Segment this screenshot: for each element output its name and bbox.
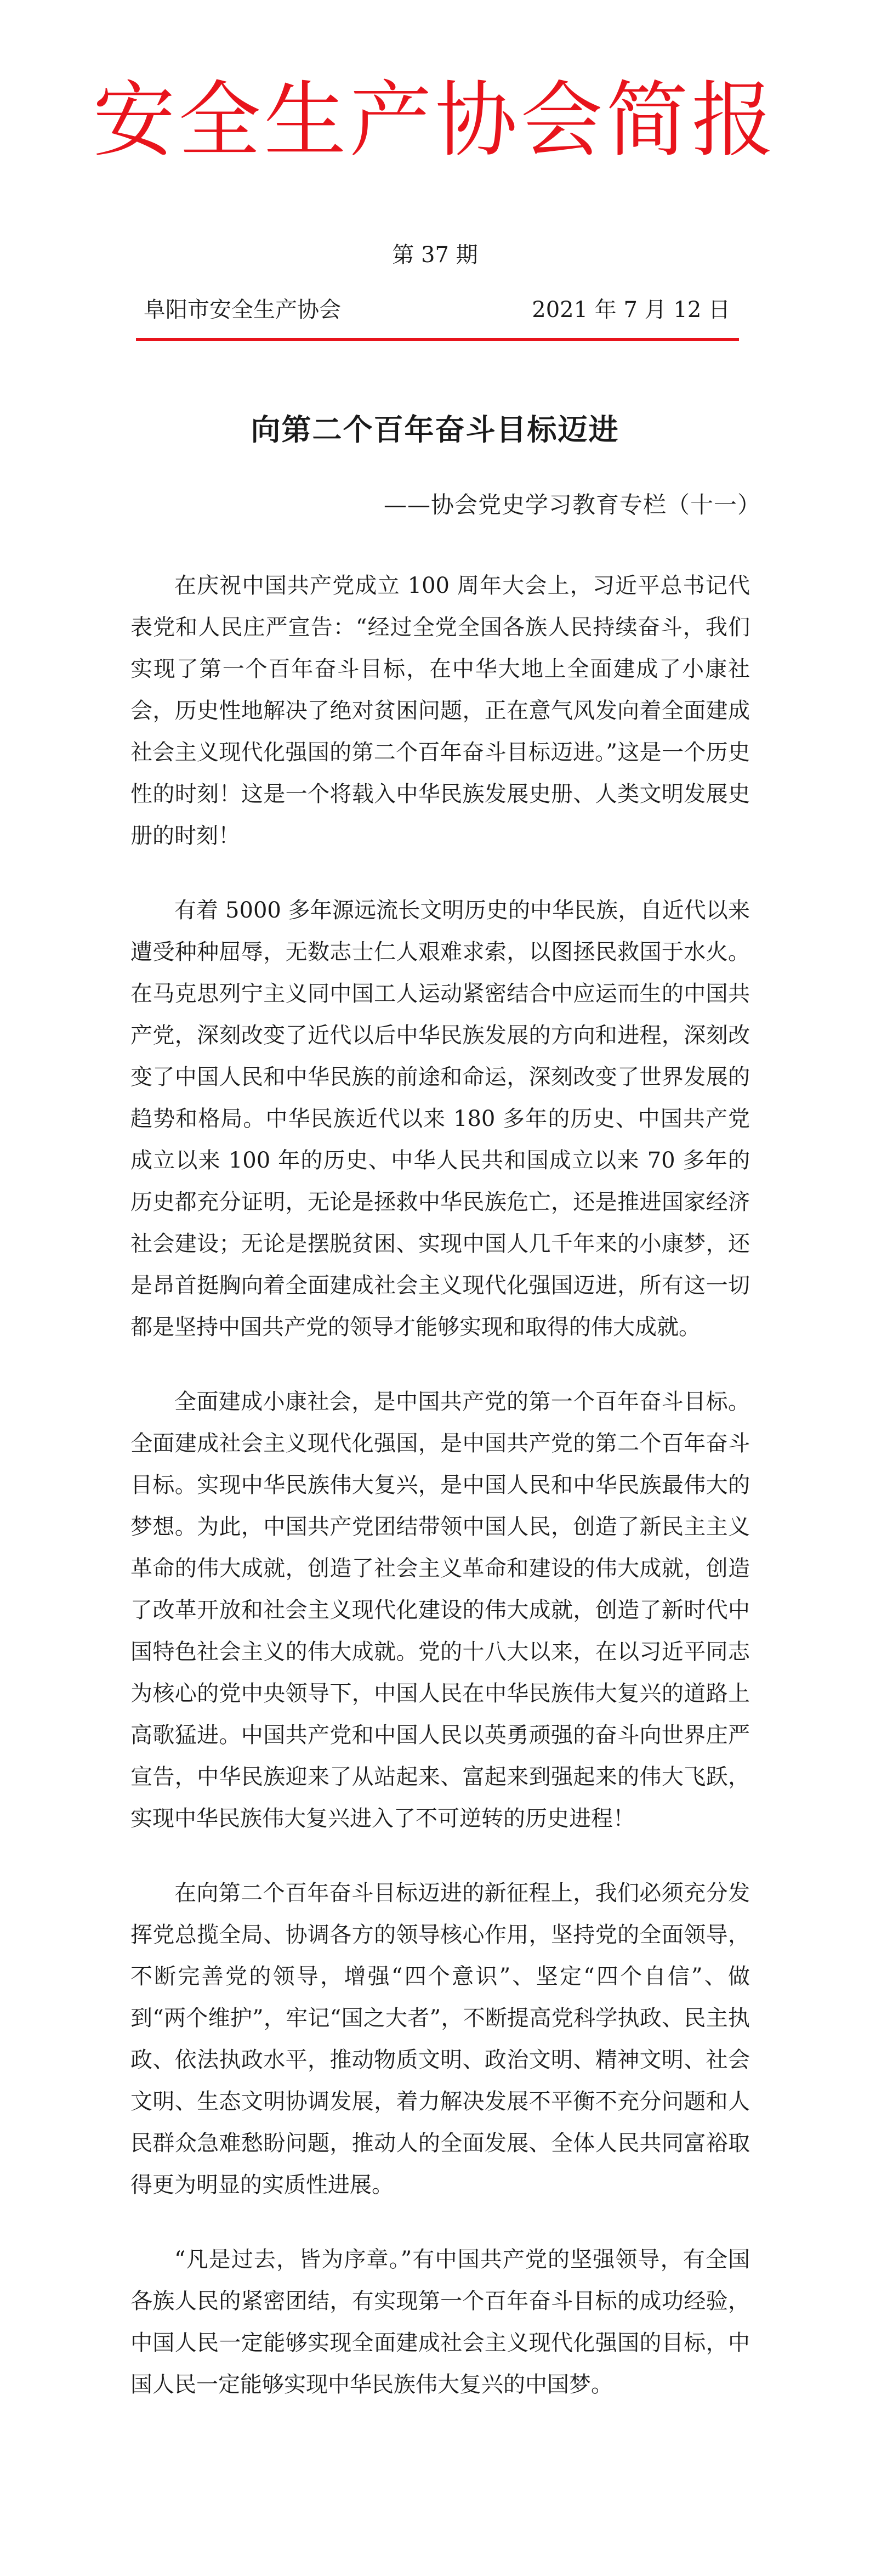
paragraph: 在庆祝中国共产党成立 100 周年大会上，习近平总书记代表党和人民庄严宣告：“经过全党全国各族人民持续奋斗，我们实现了第一个百年奋斗目标，在中华大地上全面建成了小康社会，历史性地解决了绝对贫困问题，正在意气风发向着全面建成社会主义现代化强国的第二个百年奋斗目标迈进。”这是一个历史性的时刻！这是一个将载入中华民族发展史册、人类文明发展史册的时刻！ <box>130 573 750 848</box>
paragraph: “凡是过去，皆为序章。”有中国共产党的坚强领导，有全国各族人民的紧密团结，有实现第一个百年奋斗目标的成功经验，中国人民一定能够实现全面建成社会主义现代化强国的目标，中国人民一定能够实现中华民族伟大复兴的中国梦。 <box>130 2247 750 2397</box>
article-title: 向第二个百年奋斗目标迈进 <box>251 412 619 447</box>
publisher-name: 阜阳市安全生产协会 <box>144 297 341 322</box>
article-subtitle: ——协会党史学习教育专栏（十一） <box>384 491 761 518</box>
article-body <box>130 565 750 2438</box>
issue-number: 第 37 期 <box>392 242 478 268</box>
paragraph: 全面建成小康社会，是中国共产党的第一个百年奋斗目标。全面建成社会主义现代化强国，是中国共产党的第二个百年奋斗目标。实现中华民族伟大复兴，是中国人民和中华民族最伟大的梦想。为此，中国共产党团结带领中国人民，创造了新民主主义革命的伟大成就，创造了社会主义革命和建设的伟大成就，创造了改革开放和社会主义现代化建设的伟大成就，创造了新时代中国特色社会主义的伟大成就。党的十八大以来，在以习近平同志为核心的党中央领导下，中国人民在中华民族伟大复兴的道路上高歌猛进。中国共产党和中国人民以英勇顽强的奋斗向世界庄严宣告，中华民族迎来了从站起来、富起来到强起来的伟大飞跃，实现中华民族伟大复兴进入了不可逆转的历史进程！ <box>130 1389 750 1831</box>
paragraph: 有着 5000 多年源远流长文明历史的中华民族，自近代以来遭受种种屈辱，无数志士仁人艰难求索，以图拯民救国于水火。在马克思列宁主义同中国工人运动紧密结合中应运而生的中国共产党，深刻改变了近代以后中华民族发展的方向和进程，深刻改变了中国人民和中华民族的前途和命运，深刻改变了世界发展的趋势和格局。中华民族近代以来 180 多年的历史、中国共产党成立以来 100 年的历史、中华人民共和国成立以来 70 多年的历史都充分证明，无论是拯救中华民族危亡，还是推进国家经济社会建设；无论是摆脱贫困、实现中国人几千年来的小康梦，还是昂首挺胸向着全面建成社会主义现代化强国迈进，所有这一切都是坚持中国共产党的领导才能够实现和取得的伟大成就。 <box>130 898 750 1340</box>
paragraph: 在向第二个百年奋斗目标迈进的新征程上，我们必须充分发挥党总揽全局、协调各方的领导核心作用，坚持党的全面领导，不断完善党的领导，增强“四个意识”、坚定“四个自信”、做到“两个维护”，牢记“国之大者”，不断提高党科学执政、民主执政、依法执政水平，推动物质文明、政治文明、精神文明、社会文明、生态文明协调发展，着力解决发展不平衡不充分问题和人民群众急难愁盼问题，推动人的全面发展、全体人民共同富裕取得更为明显的实质性进展。 <box>130 1881 750 2198</box>
bulletin-masthead: 安全生产协会简报 <box>93 73 777 168</box>
publish-date: 2021 年 7 月 12 日 <box>532 297 730 322</box>
publication-info-row <box>144 296 730 324</box>
header-divider <box>136 338 739 341</box>
